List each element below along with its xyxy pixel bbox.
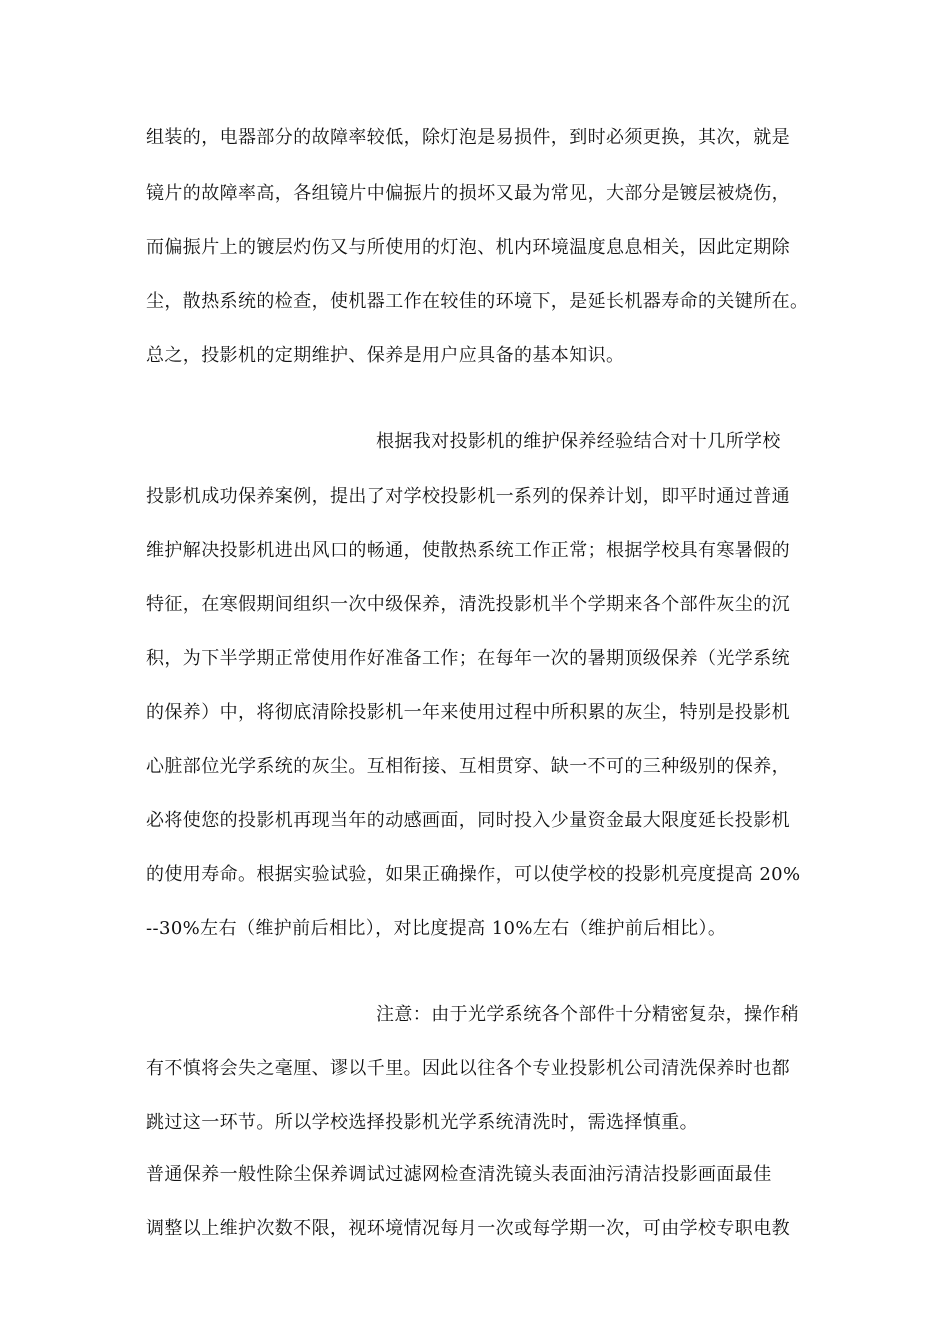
text-line: 镜片的故障率高，各组镜片中偏振片的损坏又最为常见，大部分是镀层被烧伤，: [146, 183, 790, 204]
text-line: 尘，散热系统的检查，使机器工作在较佳的环境下，是延长机器寿命的关键所在。: [146, 291, 809, 312]
text-line: 而偏振片上的镀层灼伤又与所使用的灯泡、机内环境温度息息相关，因此定期除: [146, 237, 790, 258]
text-line: 投影机成功保养案例，提出了对学校投影机一系列的保养计划，即平时通过普通: [146, 486, 790, 507]
text-line: 总之，投影机的定期维护、保养是用户应具备的基本知识。: [146, 345, 625, 366]
text-line: 根据我对投影机的维护保养经验结合对十几所学校: [376, 431, 781, 452]
text-line: 心脏部位光学系统的灰尘。互相衔接、互相贯穿、缺一不可的三种级别的保养，: [146, 756, 790, 777]
text-line: 的保养）中，将彻底清除投影机一年来使用过程中所积累的灰尘，特别是投影机: [146, 702, 790, 723]
text-line: --30%左右（维护前后相比），对比度提高 10%左右（维护前后相比）。: [146, 918, 727, 939]
text-line: 调整以上维护次数不限，视环境情况每月一次或每学期一次，可由学校专职电教: [146, 1218, 790, 1239]
text-line: 积，为下半学期正常使用作好准备工作；在每年一次的暑期顶级保养（光学系统: [146, 648, 790, 669]
text-line: 注意：由于光学系统各个部件十分精密复杂，操作稍: [376, 1004, 800, 1025]
text-line: 跳过这一环节。所以学校选择投影机光学系统清洗时，需选择慎重。: [146, 1112, 698, 1133]
text-line: 必将使您的投影机再现当年的动感画面，同时投入少量资金最大限度延长投影机: [146, 810, 790, 831]
text-line: 维护解决投影机进出风口的畅通，使散热系统工作正常；根据学校具有寒暑假的: [146, 540, 790, 561]
text-line: 普通保养一般性除尘保养调试过滤网检查清洗镜头表面油污清洁投影画面最佳: [146, 1164, 772, 1185]
text-line: 的使用寿命。根据实验试验，如果正确操作，可以使学校的投影机亮度提高 20%: [146, 864, 801, 885]
text-line: 组装的，电器部分的故障率较低，除灯泡是易损件，到时必须更换，其次，就是: [146, 127, 790, 148]
text-line: 有不慎将会失之毫厘、谬以千里。因此以往各个专业投影机公司清洗保养时也都: [146, 1058, 790, 1079]
text-line: 特征，在寒假期间组织一次中级保养，清洗投影机半个学期来各个部件灰尘的沉: [146, 594, 790, 615]
